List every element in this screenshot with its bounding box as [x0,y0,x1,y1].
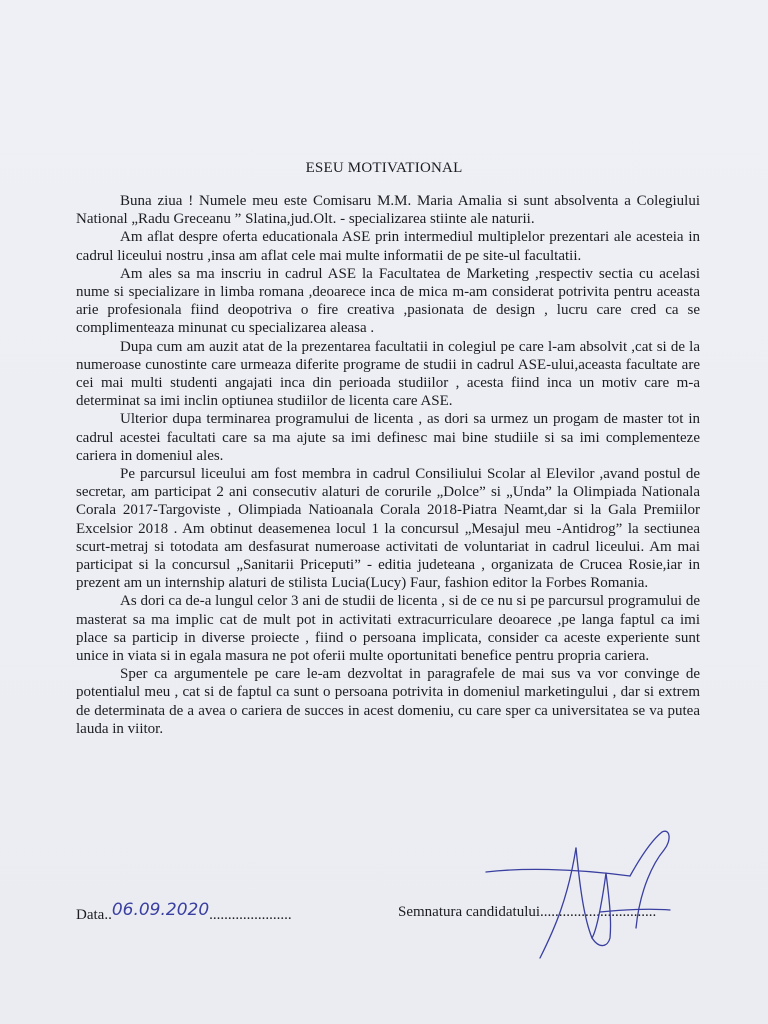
paragraph-employment-reason: Dupa cum am auzit atat de la prezentarea facultatii in colegiul pe care l-am absolvit ,cat si de la numeroase cunostinte care urmeaza diferite programe de studii in cadrul ASE-ului,aceasta facultate are cei mai multi studenti angajati inca din perioada studiilor , acesta fiind inca un motiv care m-a determinat sa imi inclin optiunea studiilor de licenta care ASE. [76,338,700,410]
paragraph-introduction: Buna ziua ! Numele meu este Comisaru M.M. Maria Amalia si sunt absolventa a Colegiului National „Radu Greceanu ” Slatina,jud.Olt. - specializarea stiinte ale naturii. [76,193,700,228]
paragraph-conclusion: Sper ca argumentele pe care le-am dezvoltat in paragrafele de mai sus va vor convinge de potentialul meu , cat si de faptul ca sunt o persoana potrivita in domeniul marketingului , dar si extrem de determinata de a avea o cariera de succes in acest domeniu, cu care sper ca universitatea se va putea lauda in viitor. [76,666,700,737]
date-leader-before: .. [104,907,112,923]
paragraph-activities: Pe parcursul liceului am fost membra in cadrul Consiliului Scolar al Elevilor ,avand postul de secretar, am participat 2 ani consecutiv alaturi de corurile „Dolce” si „Unda” la Olimpiada Nationala Corala 2017-Targoviste , Olimpiada Natioanala Corala 2018-Piatra Neamt,dar si la Gala Premiilor Excelsior 2018 . Am obtinut deasemenea locul 1 la concursul „Mesajul meu -Antidrog” la sectiunea scurt-metraj si totodata am desfasurat numeroase activitati de voluntariat in cadrul liceului. Am mai participat si la concursul „Sanitarii Priceputi” - editia judeteana , organizata de Crucea Rosie,iar in prezent am un internship alaturi de stilista Lucia(Lucy) Faur, fashion editor la Forbes Romania. [76,466,700,592]
paragraph-master-plans: Ulterior dupa terminarea programului de licenta , as dori sa urmez un progam de master tot in cadrul acestei facultati care sa ma ajute sa imi definesc mai bine studiile si sa imi complementeze cariera in domeniul ales. [76,411,700,464]
signature-leader: ............................... [540,904,657,920]
signature-label: Semnatura candidatului [398,904,541,920]
handwritten-signature [480,828,690,988]
date-field [76,900,292,924]
paragraph-faculty-choice: Am ales sa ma inscriu in cadrul ASE la Facultatea de Marketing ,respectiv sectia cu acelasi nume si specializare in limba romana ,deoarece inca de mica m-am considerat potrivita pentru aceasta arie profesionala fiind deopotriva o fire creativa ,pasionata de design , lucru care cred ca se complimenteaza minunat cu specializarea aleasa . [76,265,700,337]
paragraph-offer-discovery: Am aflat despre oferta educationala ASE prin intermediul multiplelor prezentari ale acesteia in cadrul liceului nostru ,insa am aflat cele mai multe informatii de pe site-ul facultatii. [76,229,700,264]
date-label: Data [76,907,105,923]
document-body [76,192,700,738]
date-value: 06.09.2020 [111,900,210,920]
document-title: ESEU MOTIVATIONAL [305,160,463,176]
paragraph-extracurricular: As dori ca de-a lungul celor 3 ani de studii de licenta , si de ce nu si pe parcursul programului de masterat sa ma implic cat de mult pot in activitati extracurriculare deoarece ,pe langa faptul ca imi place sa particip in diverse proiecte , fiind o persoana implicata, consider ca aceste experiente sunt unice in viata si in egala masura ne pot oferii multe oportunitati benefice pentru propria cariera. [76,593,700,665]
date-leader-after: ...................... [209,907,292,923]
